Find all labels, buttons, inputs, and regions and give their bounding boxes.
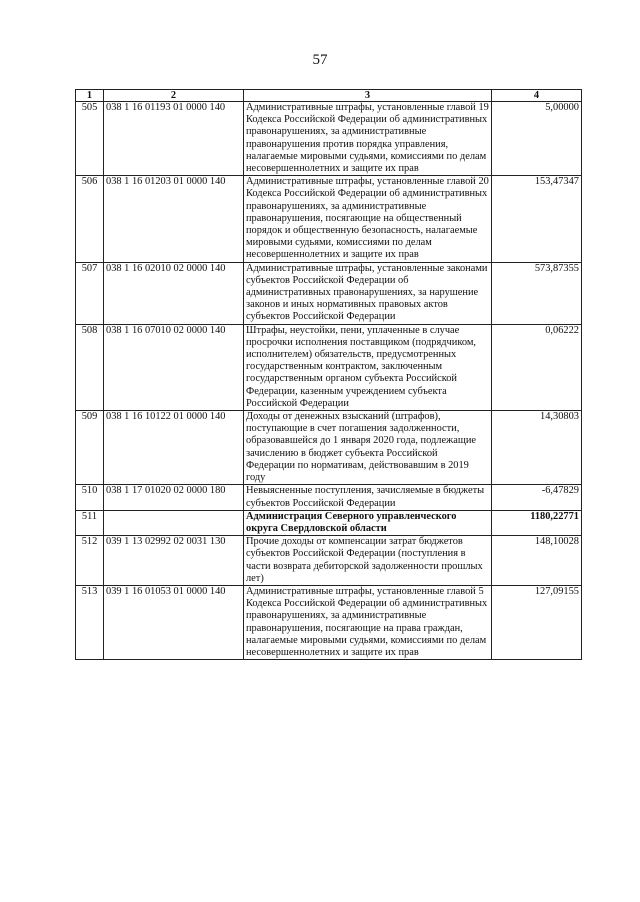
amount-cell: 153,47347 bbox=[492, 176, 582, 262]
column-header: 1 bbox=[76, 90, 104, 102]
description-cell: Административные штрафы, установленные главой 5 Кодекса Российской Федерации об административных правонарушениях, за административные правонарушения, посягающие на права граждан, налагаемые мировыми судьями, комиссиями по делам несовершеннолетних и защите их прав bbox=[244, 585, 492, 659]
column-header: 3 bbox=[244, 90, 492, 102]
table-row bbox=[76, 102, 582, 176]
budget-code-cell: 038 1 16 01203 01 0000 140 bbox=[104, 176, 244, 262]
table-row bbox=[76, 262, 582, 324]
table-row bbox=[76, 510, 582, 535]
table-row bbox=[76, 176, 582, 262]
amount-cell: -6,47829 bbox=[492, 485, 582, 510]
row-number-cell: 505 bbox=[76, 102, 104, 176]
description-cell: Администрация Северного управленческого округа Свердловской области bbox=[244, 510, 492, 535]
description-cell: Административные штрафы, установленные главой 20 Кодекса Российской Федерации об административных правонарушениях, за административные правонарушения, посягающие на общественный порядок и общественную безопасность, налагаемые мировыми судьями, комиссиями по делам несовершеннолетних и защите их прав bbox=[244, 176, 492, 262]
row-number-cell: 512 bbox=[76, 536, 104, 586]
column-header: 2 bbox=[104, 90, 244, 102]
amount-cell: 148,10028 bbox=[492, 536, 582, 586]
budget-code-cell: 038 1 17 01020 02 0000 180 bbox=[104, 485, 244, 510]
amount-cell: 0,06222 bbox=[492, 324, 582, 410]
budget-code-cell: 039 1 13 02992 02 0031 130 bbox=[104, 536, 244, 586]
amount-cell: 1180,22771 bbox=[492, 510, 582, 535]
table-row bbox=[76, 585, 582, 659]
row-number-cell: 510 bbox=[76, 485, 104, 510]
table-body bbox=[76, 102, 582, 660]
column-header: 4 bbox=[492, 90, 582, 102]
description-cell: Административные штрафы, установленные главой 19 Кодекса Российской Федерации об административных правонарушениях, за административные правонарушения против порядка управления, налагаемые мировыми судьями, комиссиями по делам несовершеннолетних и защите их прав bbox=[244, 102, 492, 176]
amount-cell: 573,87355 bbox=[492, 262, 582, 324]
description-cell: Административные штрафы, установленные законами субъектов Российской Федерации об административных правонарушениях, за нарушение законов и иных нормативных правовых актов субъектов Российской Федерации bbox=[244, 262, 492, 324]
table-header-row bbox=[76, 90, 582, 102]
page-number: 57 bbox=[312, 52, 328, 68]
description-cell: Доходы от денежных взысканий (штрафов), поступающие в счет погашения задолженности, образовавшейся до 1 января 2020 года, подлежащие зачислению в бюджет субъекта Российской Федерации по нормативам, действовавшим в 2019 году bbox=[244, 411, 492, 485]
budget-code-cell: 038 1 16 01193 01 0000 140 bbox=[104, 102, 244, 176]
description-cell: Прочие доходы от компенсации затрат бюджетов субъектов Российской Федерации (поступления в части возврата дебиторской задолженности прошлых лет) bbox=[244, 536, 492, 586]
row-number-cell: 508 bbox=[76, 324, 104, 410]
description-cell: Невыясненные поступления, зачисляемые в бюджеты субъектов Российской Федерации bbox=[244, 485, 492, 510]
row-number-cell: 509 bbox=[76, 411, 104, 485]
table-row bbox=[76, 411, 582, 485]
table-row bbox=[76, 485, 582, 510]
amount-cell: 127,09155 bbox=[492, 585, 582, 659]
budget-code-cell: 038 1 16 07010 02 0000 140 bbox=[104, 324, 244, 410]
table-row bbox=[76, 536, 582, 586]
description-cell: Штрафы, неустойки, пени, уплаченные в случае просрочки исполнения поставщиком (подрядчиком, исполнителем) обязательств, предусмотренных государственным контрактом, заключенным государственным органом субъекта Российской Федерации, казенным учреждением субъекта Российской Федерации bbox=[244, 324, 492, 410]
amount-cell: 14,30803 bbox=[492, 411, 582, 485]
amount-cell: 5,00000 bbox=[492, 102, 582, 176]
revenue-table bbox=[75, 89, 582, 660]
budget-code-cell: 038 1 16 02010 02 0000 140 bbox=[104, 262, 244, 324]
row-number-cell: 507 bbox=[76, 262, 104, 324]
row-number-cell: 506 bbox=[76, 176, 104, 262]
budget-code-cell: 039 1 16 01053 01 0000 140 bbox=[104, 585, 244, 659]
row-number-cell: 511 bbox=[76, 510, 104, 535]
row-number-cell: 513 bbox=[76, 585, 104, 659]
budget-code-cell bbox=[104, 510, 244, 535]
table-row bbox=[76, 324, 582, 410]
budget-code-cell: 038 1 16 10122 01 0000 140 bbox=[104, 411, 244, 485]
